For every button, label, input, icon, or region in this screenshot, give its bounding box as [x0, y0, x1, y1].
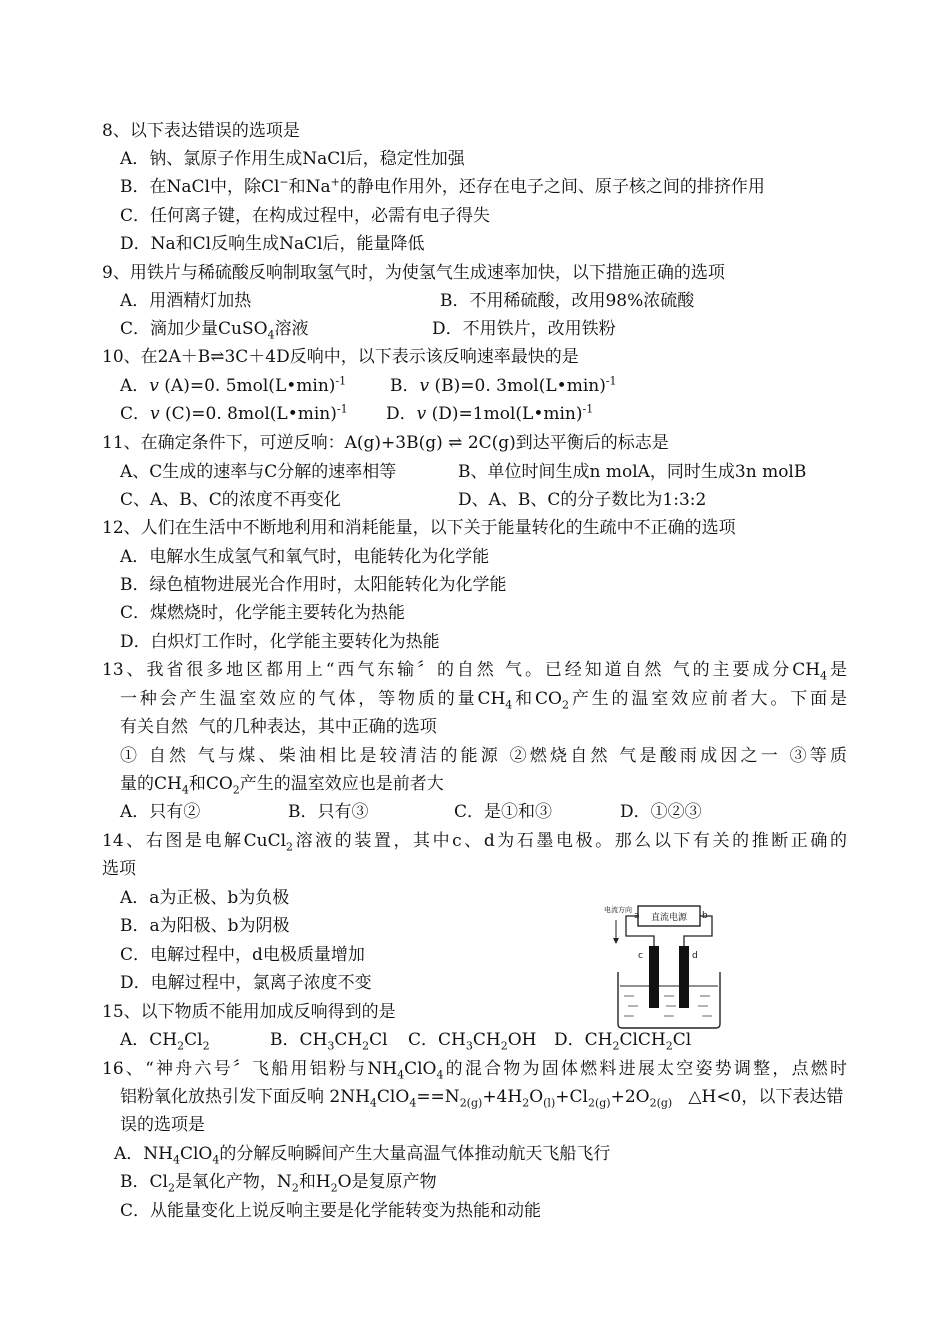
q13-line-5: 量的$CH_4$和$CO_2$产生的温室效应也是前者大 [120, 774, 444, 797]
q15-options [120, 1026, 880, 1054]
q13-option-c: C．是①和③ [454, 802, 553, 822]
q13-line-3: 有关自然 气的几种表达，其中正确的选项 [120, 717, 437, 737]
q15-option-c: C．$CH_3CH_2OH$ [408, 1030, 537, 1053]
q12-option-c: C．煤燃烧时，化学能主要转化为热能 [120, 603, 406, 623]
q11-option-b: B、单位时间生成n molA，同时生成3n molB [458, 462, 807, 482]
solution-hatching [624, 996, 712, 1016]
current-direction-label: 电流方向 [604, 906, 632, 914]
q9-option-c: C．滴加少量CuSO$_4$溶液 [120, 319, 309, 342]
q10-option-d: D．v (D)=1mol(L•min)$^{-1}$ [386, 402, 594, 424]
electrode-d-label: d [692, 951, 698, 961]
q13-option-d: D．①②③ [620, 802, 702, 822]
q12-option-a: A．电解水生成氢气和氧气时，电能转化为化学能 [120, 547, 490, 567]
q11-option-c: C、A、B、C的浓度不再变化 [120, 490, 341, 510]
q10-option-b: B．v (B)=0. 3mol(L•min)$^{-1}$ [390, 374, 617, 396]
q16-line-3: 误的选项是 [120, 1115, 205, 1135]
q12-option-b: B．绿色植物进展光合作用时，太阳能转化为化学能 [120, 575, 507, 595]
electrode-c-label: c [638, 951, 643, 961]
q8-option-d: D．Na和Cl反响生成NaCl后，能量降低 [120, 234, 425, 254]
q14-option-d: D．电解过程中，氯离子浓度不变 [120, 973, 372, 993]
current-arrowhead-icon [613, 938, 619, 944]
q9-options-cd [120, 315, 880, 343]
q9-options-ab [120, 287, 880, 315]
beaker [618, 972, 720, 1028]
q11-options-ab [120, 458, 880, 486]
q11-stem: 11、在确定条件下，可逆反响：A(g)+3B(g) ⇌ 2C(g)到达平衡后的标志是 [102, 433, 669, 453]
q15-option-d: D．$CH_2ClCH_2Cl$ [554, 1030, 692, 1053]
q13-options [120, 798, 880, 826]
q10-options-ab [120, 372, 880, 400]
equilibrium-arrow-icon: ⇌ [448, 433, 463, 453]
q12-stem: 12、人们在生活中不断地利用和消耗能量，以下关于能量转化的生疏中不正确的选项 [102, 518, 736, 538]
q9-stem: 9、用铁片与稀硫酸反响制取氢气时，为使氢气生成速率加快，以下措施正确的选项 [102, 263, 725, 283]
q11-option-d: D、A、B、C的分子数比为1:3:2 [458, 490, 707, 510]
electrode-c [649, 946, 659, 1008]
q15-option-a: A．$CH_2Cl_2$ [120, 1030, 210, 1053]
q16-line-2: 铝粉氧化放热引发下面反响 $2NH_4ClO_4==N_{2(g)}+4H_2O_{(l)}+Cl_{2(g)}+2O_{2(g)}$ △H<0，以下表达错 [120, 1087, 844, 1110]
q9-option-a: A．用酒精灯加热 [120, 291, 252, 311]
q14-option-b: B．a为阳极、b为阴极 [120, 916, 290, 936]
q14-line-1: 14、右图是电解CuCl$_2$溶液的装置，其中c、d为石墨电极。那么以下有关的推断正确的 [102, 831, 847, 854]
q13-line-4: ① 自然 气与煤、柴油相比是较清洁的能源 ②燃烧自然 气是酸雨成因之一 ③等质 [120, 746, 847, 766]
q14-option-a: A．a为正极、b为负极 [120, 888, 290, 908]
q15-option-b: B．$CH_3CH_2Cl$ [270, 1030, 388, 1053]
q9-option-b: B．不用稀硫酸，改用98%浓硫酸 [440, 291, 695, 311]
power-supply-label: 直流电源 [650, 913, 688, 923]
q13-line-1: 13、我省很多地区都用上“西气东输〞的自然 气。已经知道自然 气的主要成分$CH_4$是 [102, 660, 847, 683]
q16-option-b: B．$Cl_2$是氧化产物，$N_2$和$H_2O$是复原产物 [120, 1172, 437, 1195]
terminal-b-label: b [702, 911, 708, 921]
q10-option-c: C．v (C)=0. 8mol(L•min)$^{-1}$ [120, 402, 348, 424]
terminal-a-label: a [634, 911, 640, 921]
q10-options-cd [120, 400, 880, 428]
equilibrium-arrow-icon: ⇌ [210, 347, 225, 367]
q13-option-b: B．只有③ [288, 802, 369, 822]
q16-line-1: 16、“神舟六号〞飞船用铝粉与$NH_4ClO_4$的混合物为固体燃料进展太空姿势调整，点燃时 [102, 1059, 847, 1082]
q10-stem: 10、在2A＋B⇌3C＋4D反响中，以下表示该反响速率最快的是 [102, 347, 579, 367]
q16-option-c: C．从能量变化上说反响主要是化学能转变为热能和动能 [120, 1201, 542, 1221]
q8-option-a: A．钠、氯原子作用生成NaCl后，稳定性加强 [120, 149, 465, 169]
q14-line-2: 选项 [102, 859, 136, 879]
q14-option-c: C．电解过程中，d电极质量增加 [120, 945, 365, 965]
q8-option-c: C．任何离子键，在构成过程中，必需有电子得失 [120, 206, 491, 226]
q12-option-d: D．白炽灯工作时，化学能主要转化为热能 [120, 632, 440, 652]
q8-stem: 8、以下表达错误的选项是 [102, 121, 300, 141]
q11-options-cd [120, 486, 880, 514]
q15-stem: 15、以下物质不能用加成反响得到的是 [102, 1002, 396, 1022]
q16-option-a: A．$NH_4ClO_4$的分解反响瞬间产生大量高温气体推动航天飞船飞行 [114, 1144, 611, 1167]
electrolysis-apparatus-figure [604, 902, 726, 1030]
q13-line-2: 一种会产生温室效应的气体，等物质的量$CH_4$和$CO_2$产生的温室效应前者大。下面是 [120, 689, 847, 712]
q13-option-a: A．只有② [120, 802, 201, 822]
electrode-d [679, 946, 689, 1008]
q11-option-a: A、C生成的速率与C分解的速率相等 [120, 462, 397, 482]
q8-option-b: B．在NaCl中，除Cl−和Na+的静电作用外，还存在电子之间、原子核之间的排挤作用 [120, 175, 765, 197]
q10-option-a: A．v (A)=0. 5mol(L•min)$^{-1}$ [120, 374, 347, 396]
q9-option-d: D．不用铁片，改用铁粉 [432, 319, 616, 339]
